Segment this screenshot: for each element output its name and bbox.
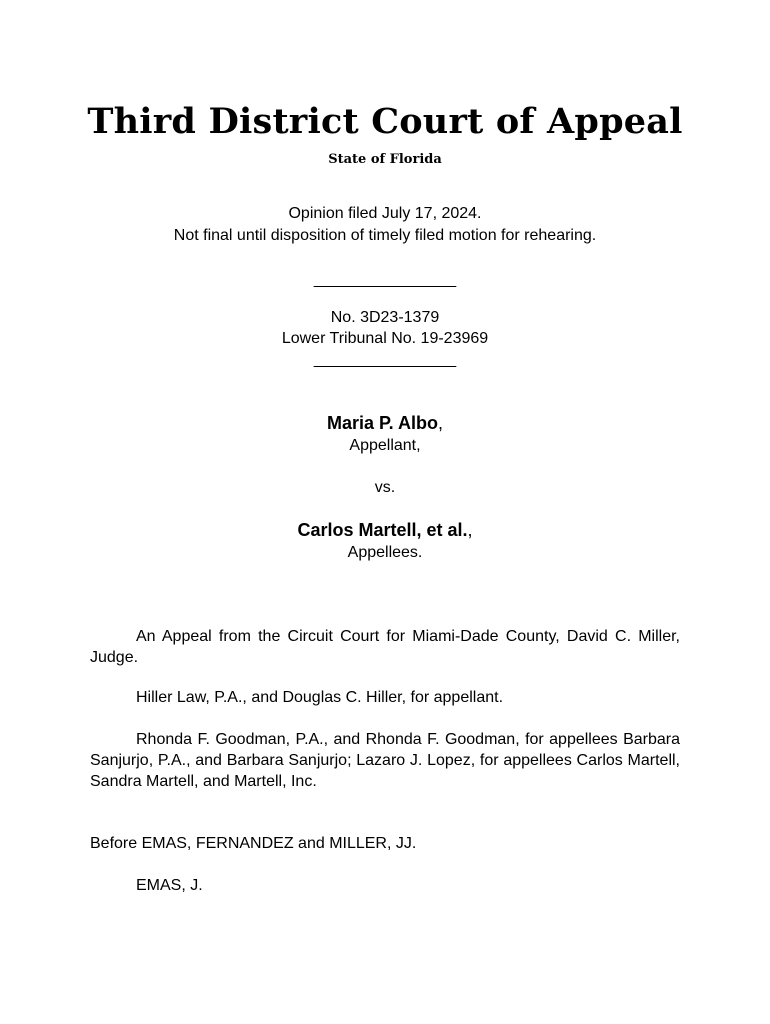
appellant-role: Appellant, — [349, 437, 421, 454]
appellee-name-suffix: , — [467, 520, 473, 540]
court-state: State of Florida — [328, 152, 442, 167]
separator-line-bottom: ________________ — [313, 351, 457, 368]
appellee-name: Carlos Martell, et al. — [297, 520, 468, 540]
opinion-author: EMAS, J. — [136, 877, 203, 894]
appeal-origin-paragraph: An Appeal from the Circuit Court for Miami-Dade County, David C. Miller, Judge. — [90, 628, 680, 666]
versus-label: vs. — [374, 479, 396, 496]
appellant-name-suffix: , — [438, 413, 444, 433]
appellant-name: Maria P. Albo — [326, 413, 439, 433]
case-number: No. 3D23-1379 — [330, 309, 440, 326]
appellee-counsel-paragraph: Rhonda F. Goodman, P.A., and Rhonda F. Goodman, for appellees Barbara Sanjurjo, P.A., and Barbara Sanjurjo; Lazaro J. Lopez, for appellees Carlos Martell, Sandra Martell, and Martell, Inc. — [90, 731, 680, 790]
appellant-counsel-paragraph: Hiller Law, P.A., and Douglas C. Hiller, for appellant. — [136, 689, 504, 706]
court-title: Third District Court of Appeal — [87, 101, 683, 142]
lower-tribunal-number: Lower Tribunal No. 19-23969 — [281, 330, 489, 347]
appellee-heading — [0, 519, 770, 542]
opinion-filed-date: Opinion filed July 17, 2024. — [288, 205, 482, 222]
rehearing-notice: Not final until disposition of timely filed motion for rehearing. — [173, 227, 597, 244]
appellant-heading — [0, 412, 770, 435]
appellee-role: Appellees. — [347, 544, 423, 561]
separator-line-top: ________________ — [313, 271, 457, 288]
panel-line: Before EMAS, FERNANDEZ and MILLER, JJ. — [90, 835, 417, 852]
